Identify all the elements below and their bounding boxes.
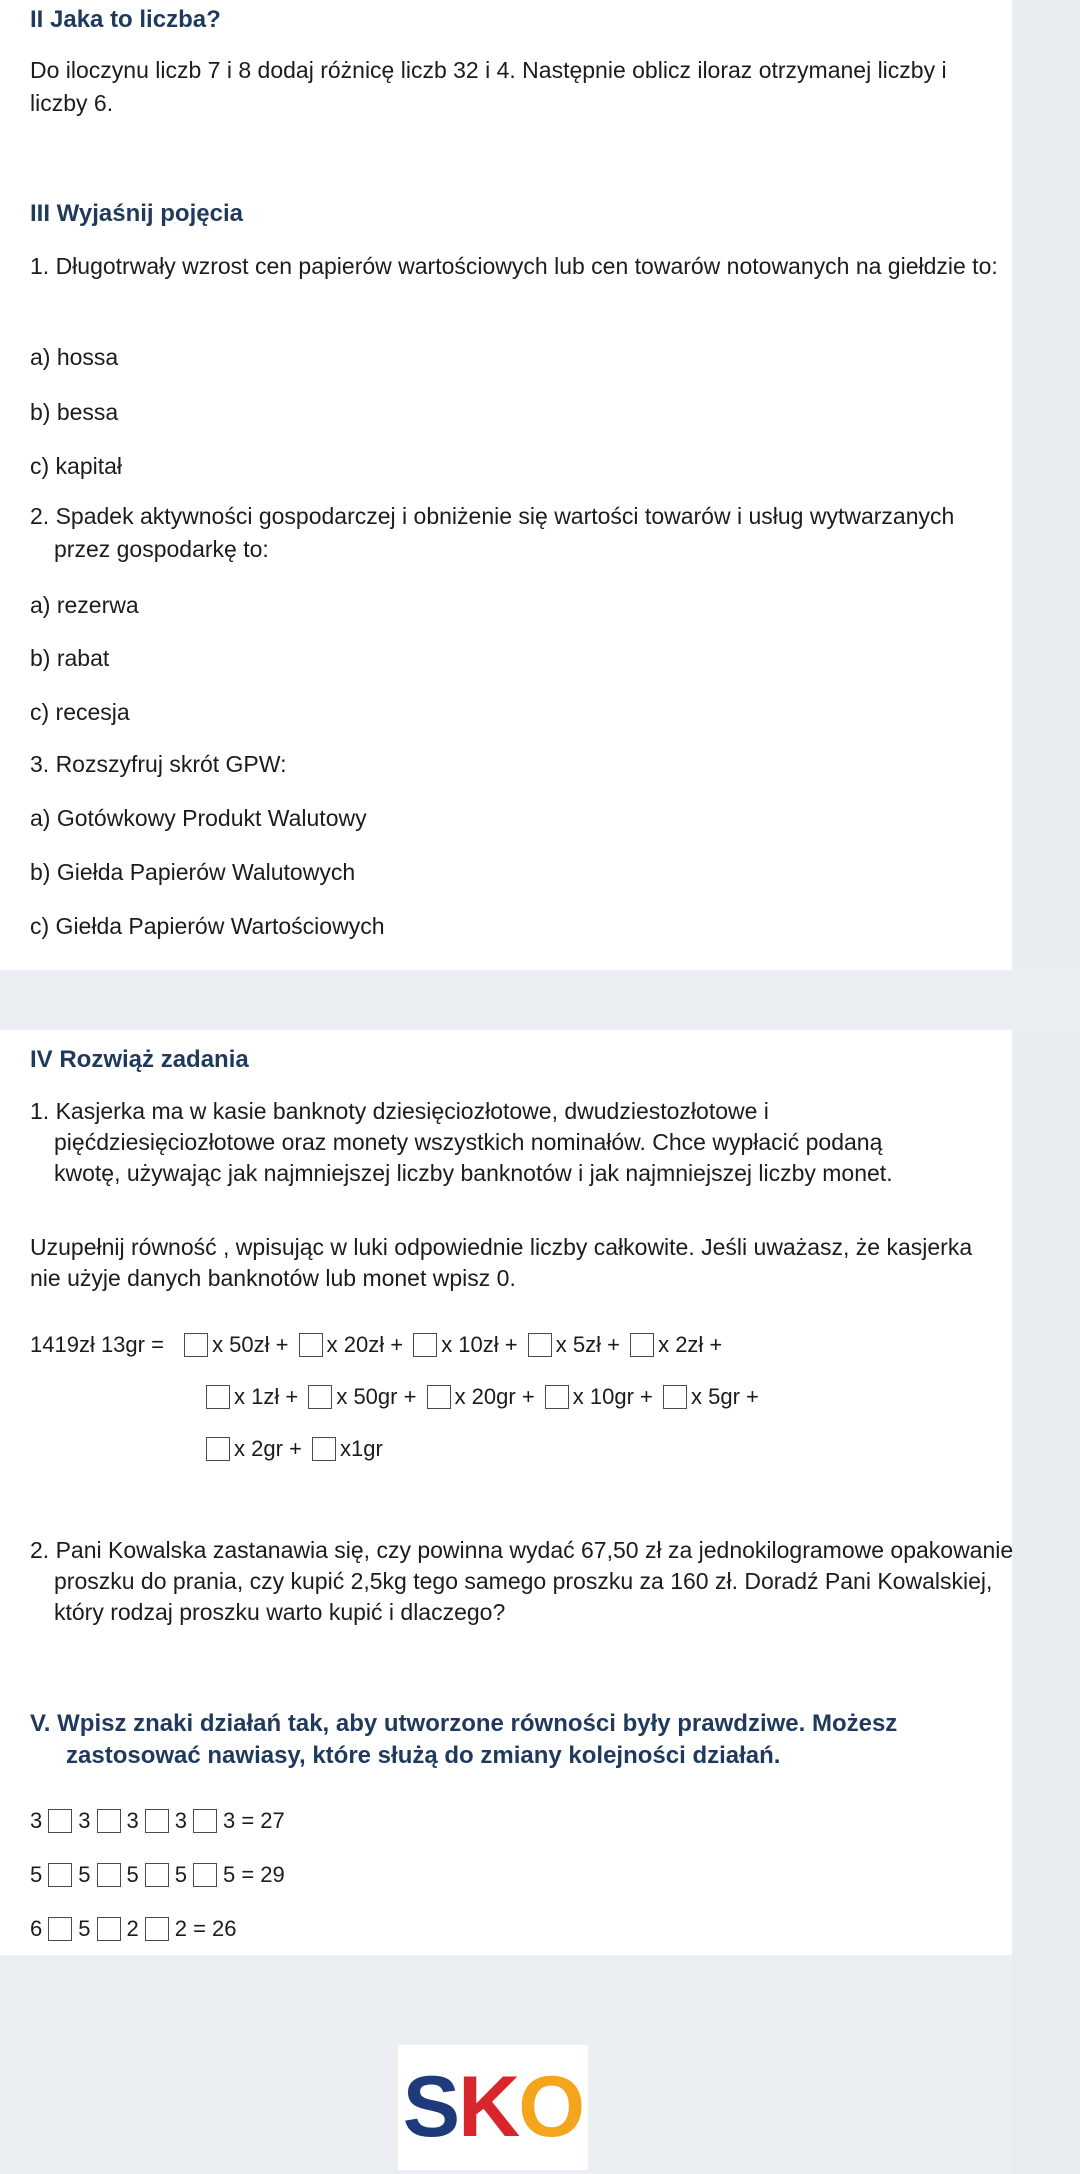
answer-box[interactable]: [184, 1333, 208, 1357]
answer-box[interactable]: [206, 1437, 230, 1461]
task-1-instruction: Uzupełnij równość , wpisując w luki odpowiednie liczby całkowite. Jeśli uważasz, że kasjerka nie użyje danych banknotów lub monet wpisz 0.: [30, 1234, 973, 1291]
amount-label: 1419zł 13gr =: [30, 1332, 164, 1357]
q2-option-a: a) rezerwa: [30, 592, 139, 618]
operator-box[interactable]: [97, 1863, 121, 1887]
operator-box[interactable]: [97, 1809, 121, 1833]
answer-box[interactable]: [299, 1333, 323, 1357]
question-1: 1. Długotrwały wzrost cen papierów wartościowych lub cen towarów notowanych na giełdzie to:: [30, 253, 998, 279]
q3-option-c: c) Giełda Papierów Wartościowych: [30, 913, 385, 939]
answer-box[interactable]: [545, 1385, 569, 1409]
operator-box[interactable]: [48, 1809, 72, 1833]
operator-box[interactable]: [145, 1917, 169, 1941]
operator-box[interactable]: [48, 1863, 72, 1887]
q1-option-c: c) kapitał: [30, 453, 123, 479]
section-2-text: Do iloczynu liczb 7 i 8 dodaj różnicę liczb 32 i 4. Następnie oblicz iloraz otrzymanej liczby i liczby 6.: [30, 57, 947, 116]
equation-row-3: x 2gr + x1gr: [202, 1436, 383, 1462]
section-2-title: II Jaka to liczba?: [30, 6, 221, 33]
operator-row-2: 5 5 5 5 5 = 29: [30, 1862, 285, 1887]
answer-box[interactable]: [413, 1333, 437, 1357]
q2-option-b: b) rabat: [30, 645, 110, 671]
answer-box[interactable]: [206, 1385, 230, 1409]
section-5-title: V. Wpisz znaki działań tak, aby utworzone równości były prawdziwe. Możesz zastosować nawiasy, które służą do zmiany kolejności działań.: [30, 1710, 898, 1769]
task-2: 2. Pani Kowalska zastanawia się, czy powinna wydać 67,50 zł za jednokilogramowe opakowanie proszku do prania, czy kupić 2,5kg tego samego proszku za 160 zł. Doradź Pani Kowalskiej, który rodzaj proszku warto kupić i dlaczego?: [30, 1537, 1014, 1625]
q1-option-a: a) hossa: [30, 344, 119, 370]
question-3: 3. Rozszyfruj skrót GPW:: [30, 751, 287, 777]
operator-box[interactable]: [145, 1809, 169, 1833]
page-gap: [0, 970, 1080, 1030]
operator-box[interactable]: [97, 1917, 121, 1941]
sko-logo: S K O: [398, 2045, 588, 2170]
answer-box[interactable]: [528, 1333, 552, 1357]
answer-box[interactable]: [312, 1437, 336, 1461]
q1-option-b: b) bessa: [30, 399, 119, 425]
operator-box[interactable]: [193, 1809, 217, 1833]
section-3-title: III Wyjaśnij pojęcia: [30, 200, 243, 227]
operator-box[interactable]: [193, 1863, 217, 1887]
operator-row-3: 6 5 2 2 = 26: [30, 1916, 237, 1941]
task-1: 1. Kasjerka ma w kasie banknoty dziesięciozłotowe, dwudziestozłotowe i pięćdziesięciozłotowe oraz monety wszystkich nominałów. Chce wypłacić podaną kwotę, używając jak najmniejszej liczby banknotów i jak najmniejszej liczby monet.: [30, 1098, 893, 1186]
q2-option-c: c) recesja: [30, 699, 130, 725]
worksheet-page-bottom: [0, 1030, 1012, 1955]
q3-option-b: b) Giełda Papierów Walutowych: [30, 859, 356, 885]
operator-row-1: 3 3 3 3 3 = 27: [30, 1808, 285, 1833]
answer-box[interactable]: [427, 1385, 451, 1409]
answer-box[interactable]: [308, 1385, 332, 1409]
right-margin: [1012, 0, 1080, 2174]
answer-box[interactable]: [663, 1385, 687, 1409]
section-4-title: IV Rozwiąż zadania: [30, 1046, 249, 1073]
question-2: 2. Spadek aktywności gospodarczej i obniżenie się wartości towarów i usług wytwarzanych przez gospodarkę to:: [30, 503, 955, 562]
operator-box[interactable]: [48, 1917, 72, 1941]
q3-option-a: a) Gotówkowy Produkt Walutowy: [30, 805, 367, 831]
operator-box[interactable]: [145, 1863, 169, 1887]
worksheet-page-top: [0, 0, 1012, 970]
answer-box[interactable]: [630, 1333, 654, 1357]
equation-row-2: x 1zł + x 50gr + x 20gr + x 10gr + x 5gr +: [202, 1384, 759, 1410]
equation-row-1: 1419zł 13gr = x 50zł + x 20zł + x 10zł + x 5zł + x 2zł +: [30, 1332, 723, 1357]
